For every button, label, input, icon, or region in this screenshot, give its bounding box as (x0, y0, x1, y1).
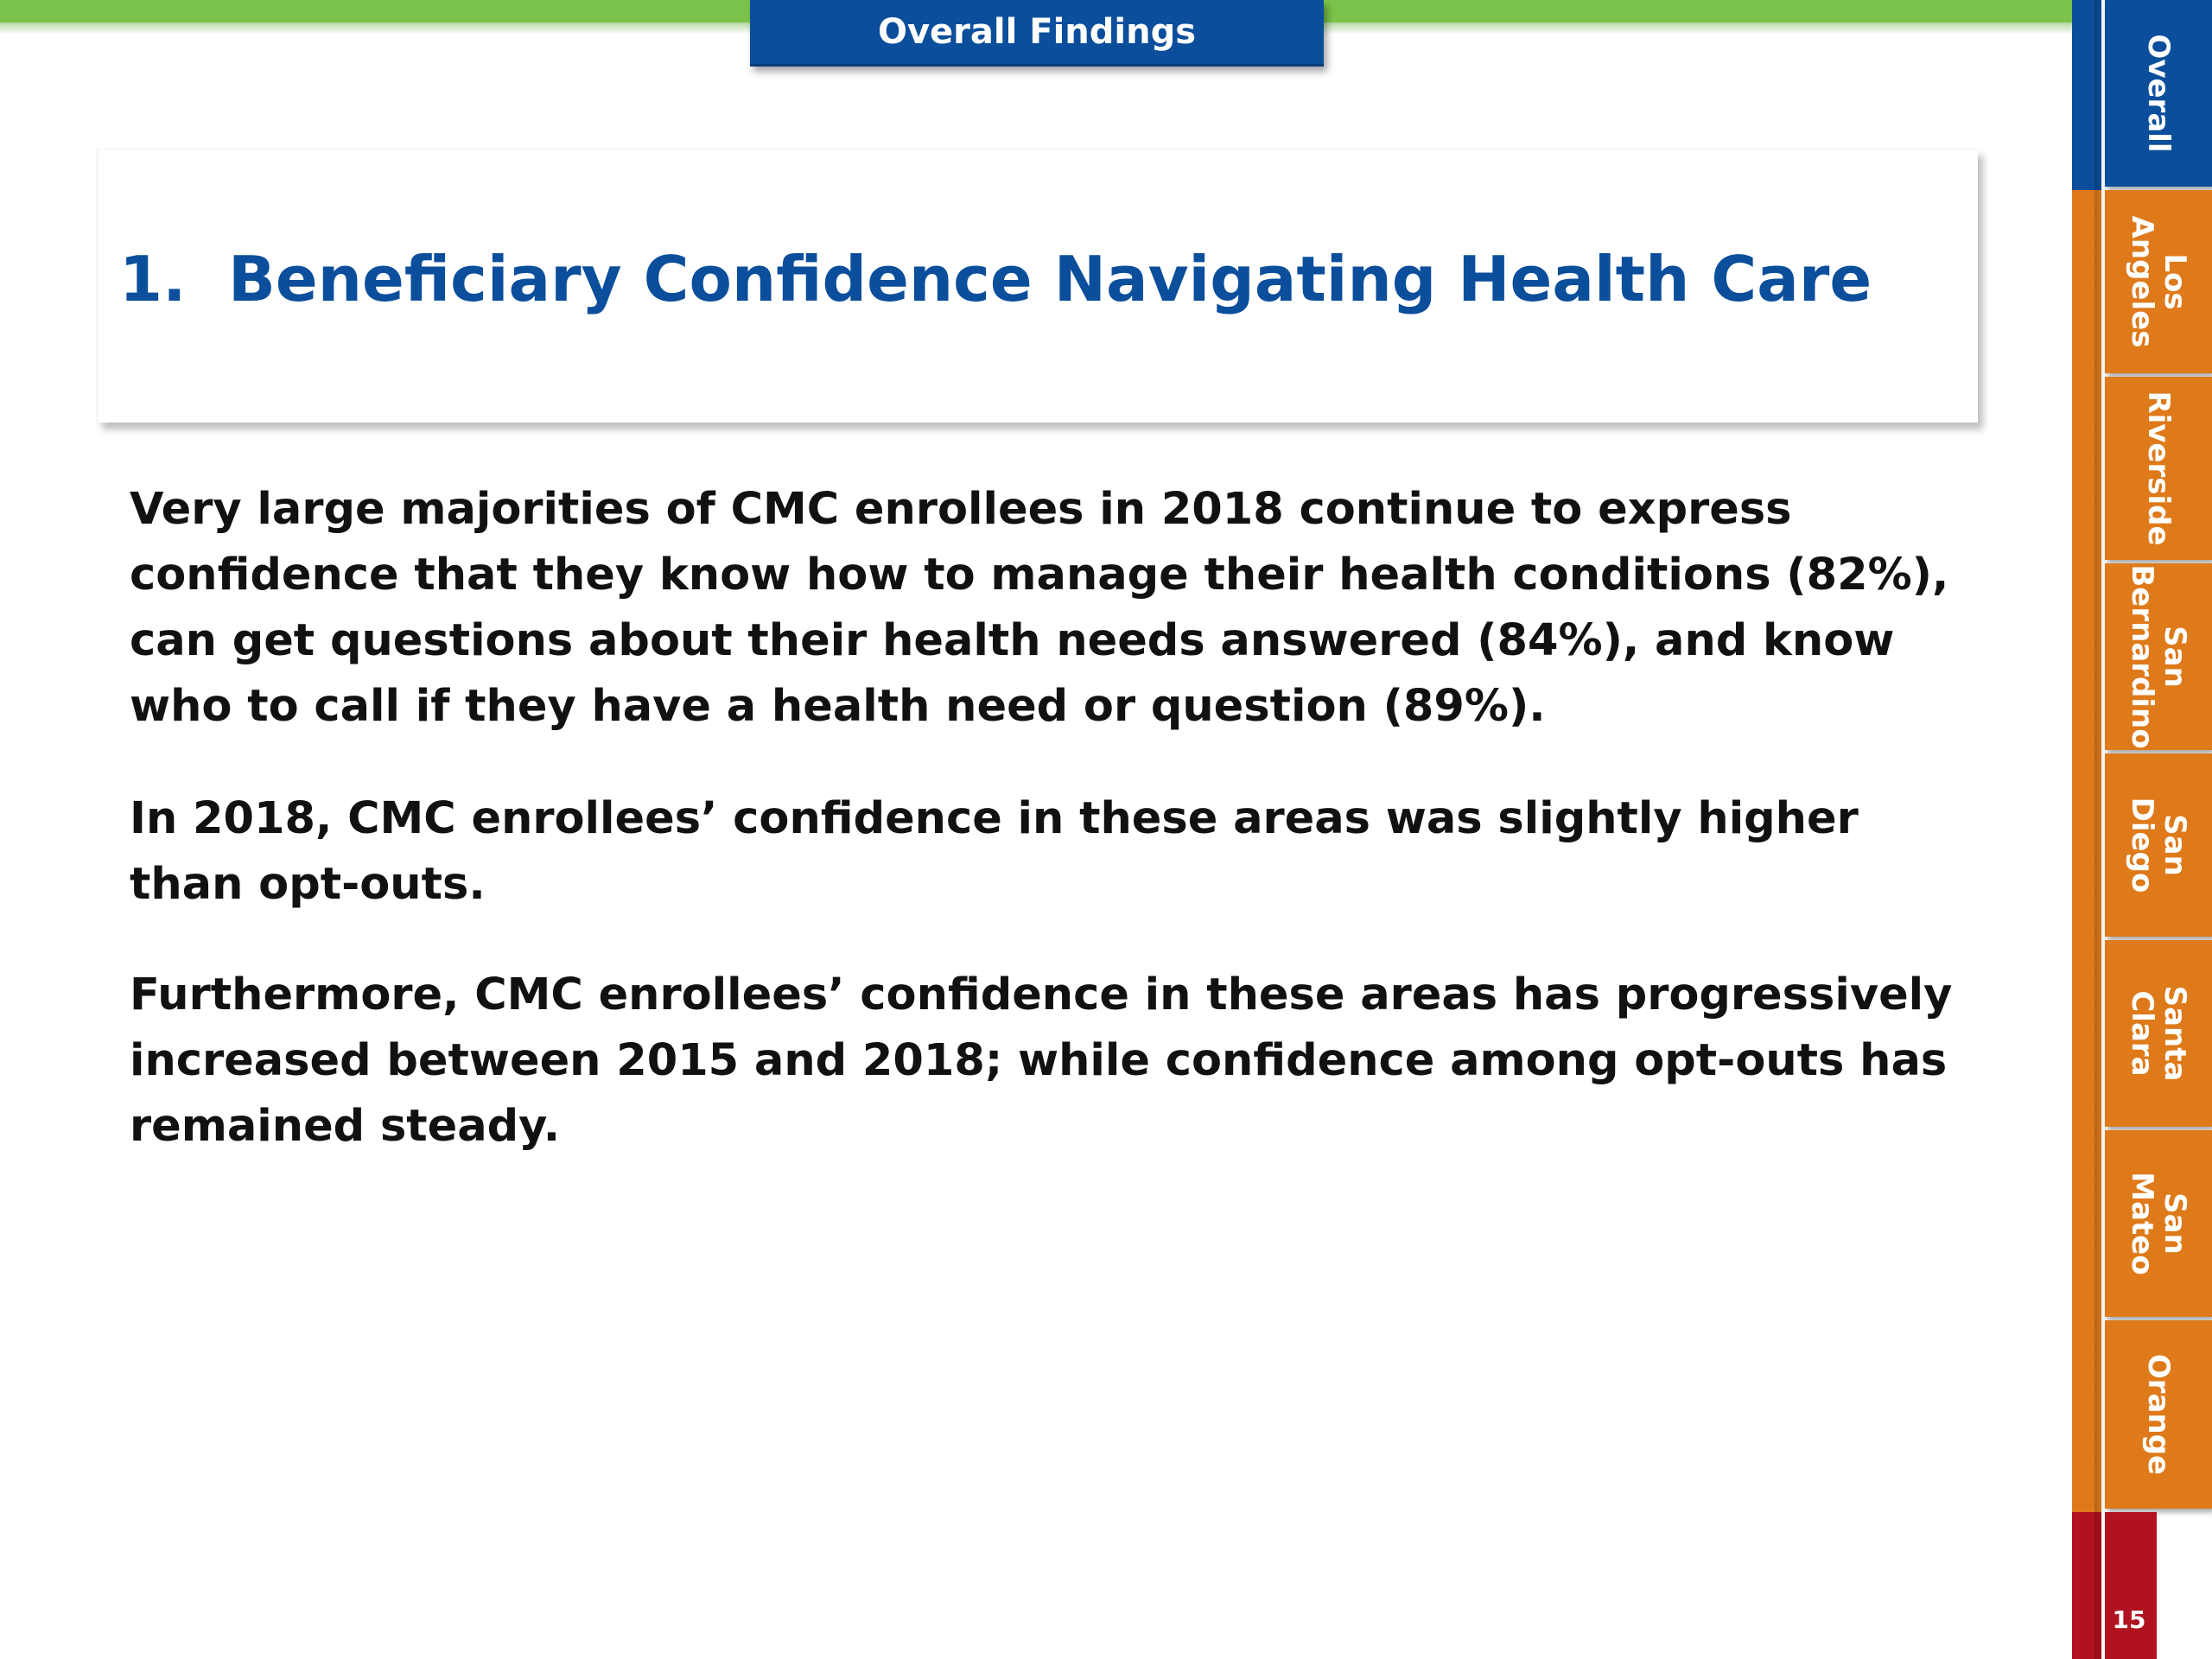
body-paragraph-2: In 2018, CMC enrollees’ confidence in these areas was slightly higher than opt-outs. (130, 793, 1859, 910)
title-number: 1. (119, 243, 187, 315)
nav-tab-label: San Bernardino (2125, 564, 2192, 749)
nav-tab-label: San Diego (2125, 797, 2192, 893)
page-number: 15 (2112, 1605, 2146, 1634)
nav-tab-san-mateo[interactable] (2105, 1130, 2212, 1317)
nav-tab-label: Orange (2141, 1353, 2176, 1476)
nav-tab-los-angeles[interactable] (2105, 190, 2212, 373)
nav-tab-overall[interactable] (2105, 0, 2212, 187)
nav-tab-san-bernardino[interactable] (2105, 563, 2212, 750)
nav-rail-shadow (2094, 0, 2105, 1659)
nav-tab-san-diego[interactable] (2105, 753, 2212, 937)
body-paragraph-3: Furthermore, CMC enrollees’ confidence in these areas has progressively increased between 2015 and 2018; while confidence among opt-outs has remained steady. (130, 969, 1953, 1152)
nav-tab-label: Overall (2141, 34, 2176, 153)
nav-tab-riverside[interactable] (2105, 377, 2212, 560)
nav-tab-orange[interactable] (2105, 1320, 2212, 1509)
nav-tab-santa-clara[interactable] (2105, 940, 2212, 1127)
slide-title: Beneficiary Confidence Navigating Health Care (228, 243, 1872, 315)
section-label: Overall Findings (750, 0, 1324, 67)
nav-tab-label: Los Angeles (2125, 215, 2192, 348)
nav-tab-label: Santa Clara (2125, 985, 2192, 1082)
page-number-box (2105, 1512, 2157, 1659)
nav-tab-label: Riverside (2141, 391, 2176, 546)
body-paragraph-1: Very large majorities of CMC enrollees in 2018 continue to express confidence that they know how to manage their health conditions (82%), can get questions about their health needs answered (84%), and know who to call if they have a health need or question (89%). (130, 484, 1949, 732)
nav-tab-label: San Mateo (2125, 1172, 2192, 1275)
